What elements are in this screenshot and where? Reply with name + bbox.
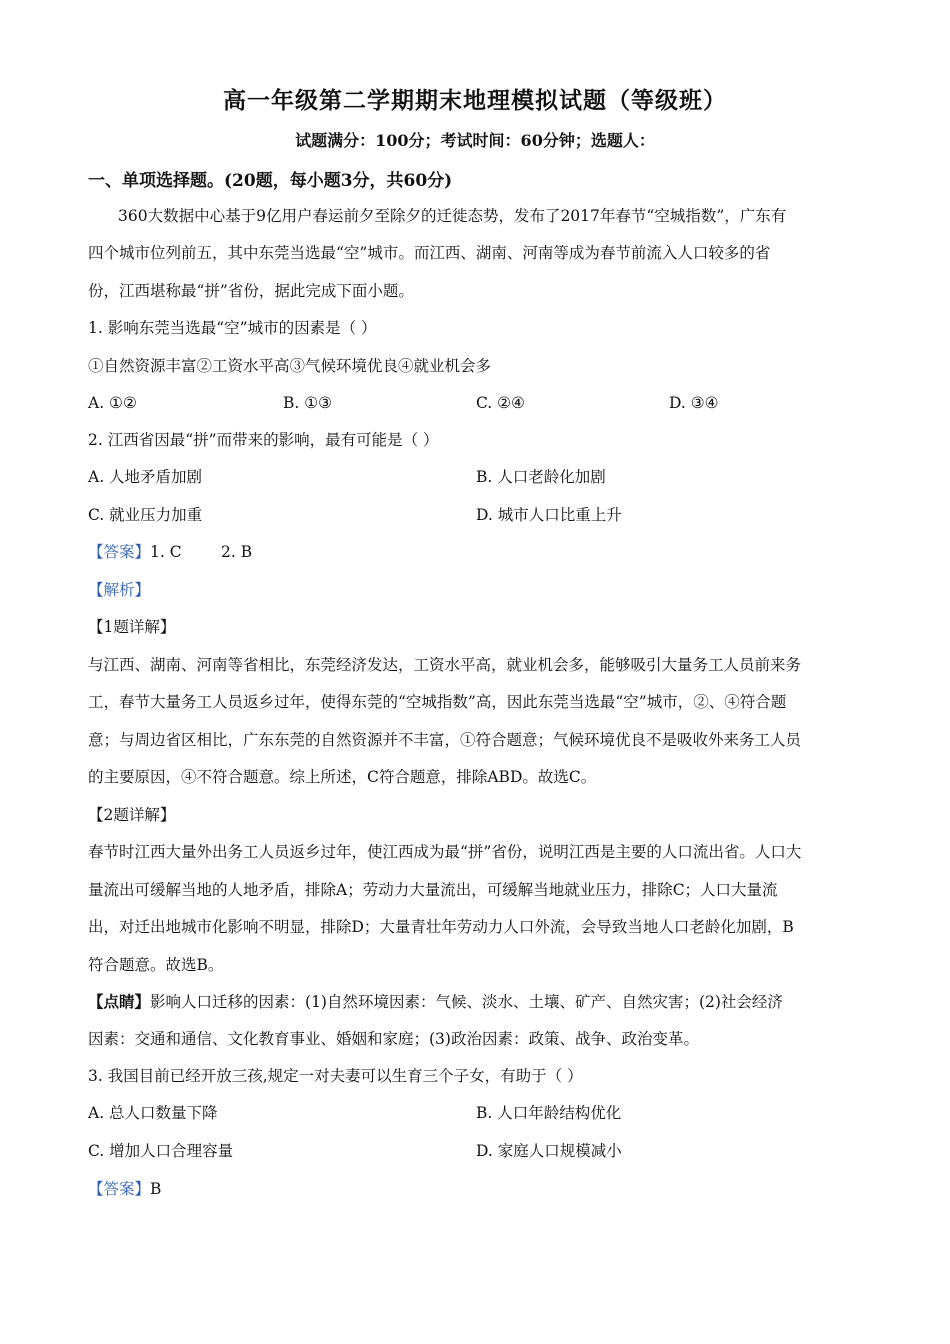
q2-option-c: C. 就业压力加重 bbox=[88, 506, 203, 524]
answer-3-row bbox=[88, 1179, 161, 1199]
q1-option-c: C. ②④ bbox=[476, 394, 525, 412]
detail-1-heading: 【1题详解】 bbox=[88, 618, 176, 636]
q3-option-c: C. 增加人口合理容量 bbox=[88, 1142, 234, 1160]
passage-line: 360大数据中心基于9亿用户春运前夕至除夕的迁徙态势，发布了2017年春节“空城指数”，广东有 bbox=[118, 207, 787, 225]
q2-option-a: A. 人地矛盾加剧 bbox=[88, 468, 203, 486]
q2-option-d: D. 城市人口比重上升 bbox=[476, 506, 622, 524]
q3-option-d: D. 家庭人口规模减小 bbox=[476, 1142, 622, 1160]
answer-text: 1. C 2. B bbox=[150, 543, 253, 561]
q3-option-b: B. 人口年龄结构优化 bbox=[476, 1104, 622, 1122]
question-2-stem: 2. 江西省因最“拼”而带来的影响，最有可能是（ ） bbox=[88, 431, 439, 449]
detail-1-line: 意；与周边省区相比，广东东莞的自然资源并不丰富，①符合题意；气候环境优良不是吸收外来务工人员 bbox=[88, 731, 802, 749]
q1-option-d: D. ③④ bbox=[669, 394, 719, 412]
question-1-stem: 1. 影响东莞当选最“空”城市的因素是（ ） bbox=[88, 319, 377, 337]
question-3-stem: 3. 我国目前已经开放三孩,规定一对夫妻可以生育三个子女，有助于（ ） bbox=[88, 1067, 583, 1085]
q3-option-a: A. 总人口数量下降 bbox=[88, 1104, 218, 1122]
answer-tag: 【答案】 bbox=[88, 543, 151, 561]
detail-2-line: 符合题意。故选B。 bbox=[88, 956, 224, 974]
q1-option-b: B. ①③ bbox=[283, 394, 333, 412]
analysis-tag: 【解析】 bbox=[88, 581, 151, 599]
tip-line: 因素：交通和通信、文化教育事业、婚姻和家庭；(3)政治因素：政策、战争、政治变革。 bbox=[88, 1030, 699, 1048]
detail-2-line: 春节时江西大量外出务工人员返乡过年，使江西成为最“拼”省份，说明江西是主要的人口流出省。人口大 bbox=[88, 843, 802, 861]
detail-2-line: 量流出可缓解当地的人地矛盾，排除A；劳动力大量流出，可缓解当地就业压力，排除C；人口大量流 bbox=[88, 881, 778, 899]
page-title: 高一年级第二学期期末地理模拟试题（等级班） bbox=[223, 87, 727, 114]
tip-text: 影响人口迁移的因素：(1)自然环境因素：气候、淡水、土壤、矿产、自然灾害；(2)社会经济 bbox=[150, 993, 783, 1011]
exam-info: 试题满分：100分；考试时间：60分钟；选题人： bbox=[295, 131, 655, 150]
tip-tag: 【点睛】 bbox=[88, 992, 151, 1011]
passage-line: 四个城市位列前五，其中东莞当选最“空”城市。而江西、湖南、河南等成为春节前流入人口较多的省 bbox=[88, 244, 771, 262]
question-1-items: ①自然资源丰富②工资水平高③气候环境优良④就业机会多 bbox=[88, 357, 492, 375]
answer-tag: 【答案】 bbox=[88, 1180, 151, 1198]
detail-1-line: 与江西、湖南、河南等省相比，东莞经济发达，工资水平高，就业机会多，能够吸引大量务工人员前来务 bbox=[88, 656, 802, 674]
q1-option-a: A. ①② bbox=[88, 394, 137, 412]
detail-1-line: 的主要原因，④不符合题意。综上所述，C符合题意，排除ABD。故选C。 bbox=[88, 768, 597, 786]
answer-3-text: B bbox=[150, 1180, 162, 1198]
passage-line: 份，江西堪称最“拼”省份，据此完成下面小题。 bbox=[88, 282, 414, 300]
detail-2-heading: 【2题详解】 bbox=[88, 806, 176, 824]
answer-row bbox=[88, 542, 252, 562]
q2-option-b: B. 人口老龄化加剧 bbox=[476, 468, 606, 486]
detail-1-line: 工，春节大量务工人员返乡过年，使得东莞的“空城指数”高，因此东莞当选最“空”城市，②、④符合题 bbox=[88, 693, 787, 711]
tip-row bbox=[88, 992, 783, 1012]
detail-2-line: 出，对迁出地城市化影响不明显，排除D；大量青壮年劳动力人口外流，会导致当地人口老龄化加剧，B bbox=[88, 918, 794, 936]
section-heading: 一、单项选择题。(20题，每小题3分，共60分) bbox=[88, 171, 453, 191]
